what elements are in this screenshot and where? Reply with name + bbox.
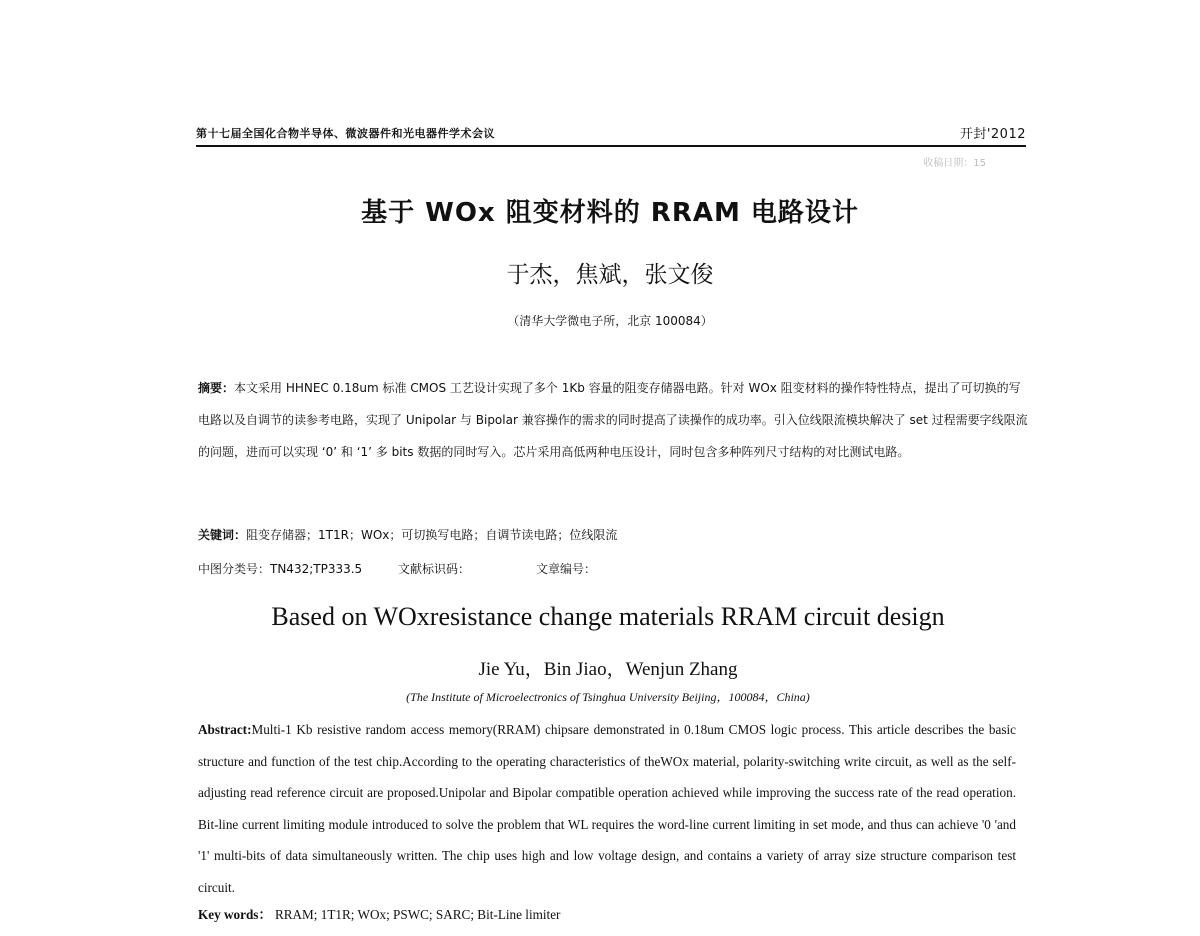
paper-title-cn: 基于 WOx 阻变材料的 RRAM 电路设计 xyxy=(361,198,859,228)
article-number: 文章编号： xyxy=(536,562,597,576)
receipt-stamp: 收稿日期：15 xyxy=(923,158,986,169)
document-code: 文献标识码： xyxy=(398,562,471,576)
conference-name: 第十七届全国化合物半导体、微波器件和光电器件学术会议 xyxy=(196,127,495,140)
authors-cn: 于杰，焦斌，张文俊 xyxy=(506,262,714,288)
abstract-cn xyxy=(198,372,1030,468)
clc-number: 中图分类号：TN432;TP333.5 xyxy=(198,562,363,576)
keywords-en xyxy=(198,904,1016,923)
abstract-cn-text: 本文采用 HHNEC 0.18um 标准 CMOS 工艺设计实现了多个 1Kb 容量的阻变存储器电路。针对 WOx 阻变材料的操作特性特点，提出了可切换的写电路以及自调节的读参考电路，实现了 Unipolar 与 Bipolar 兼容操作的需求的同时提高了读操作的成功率。引入位线限流模块解决了 set 过程需要字线限流的问题，进而可以实现 ‘0’ 和 ‘1’ 多 bits 数据的同时写入。芯片采用高低两种电压设计，同时包含多种阵列尺寸结构的对比测试电路。 xyxy=(198,381,1028,459)
conference-location-year: 开封'2012 xyxy=(959,127,1026,142)
keywords-en-text: RRAM; 1T1R; WOx; PSWC; SARC; Bit-Line limiter xyxy=(274,907,561,922)
abstract-cn-label: 摘要： xyxy=(198,381,235,395)
keywords-cn-text: 阻变存储器；1T1R；WOx；可切换写电路；自调节读电路；位线限流 xyxy=(246,528,618,542)
keywords-cn-label: 关键词： xyxy=(198,528,247,542)
authors-en: Jie Yu，Bin Jiao，Wenjun Zhang xyxy=(478,659,738,680)
keywords-cn xyxy=(198,526,1030,543)
abstract-en xyxy=(198,714,1016,903)
classification-line xyxy=(198,560,1030,577)
keywords-en-label: Key words： xyxy=(198,907,272,922)
abstract-en-text: Multi-1 Kb resistive random access memory(RRAM) chipsare demonstrated in 0.18um CMOS logic process. This article describes the basic structure and function of the test chip.According to the operating characteristics of theWOx material, polarity-switching write circuit, as well as the self-adjusting read reference circuit are proposed.Unipolar and Bipolar compatible operation achieved while improving the success rate of the read operation. Bit-line current limiting module introduced to solve the problem that WL requires the word-line current limiting in set mode, and thus can achieve '0 'and '1' multi-bits of data simultaneously written. The chip uses high and low voltage design, and contains a variety of array size structure comparison test circuit. xyxy=(198,722,1016,895)
affiliation-cn: （清华大学微电子所，北京 100084） xyxy=(507,314,713,328)
paper-title-en: Based on WOxresistance change materials RRAM circuit design xyxy=(271,602,945,631)
conference-header xyxy=(196,121,1026,147)
affiliation-en: (The Institute of Microelectronics of Tsinghua University Beijing，100084，China) xyxy=(406,690,810,704)
abstract-en-label: Abstract: xyxy=(198,722,252,737)
